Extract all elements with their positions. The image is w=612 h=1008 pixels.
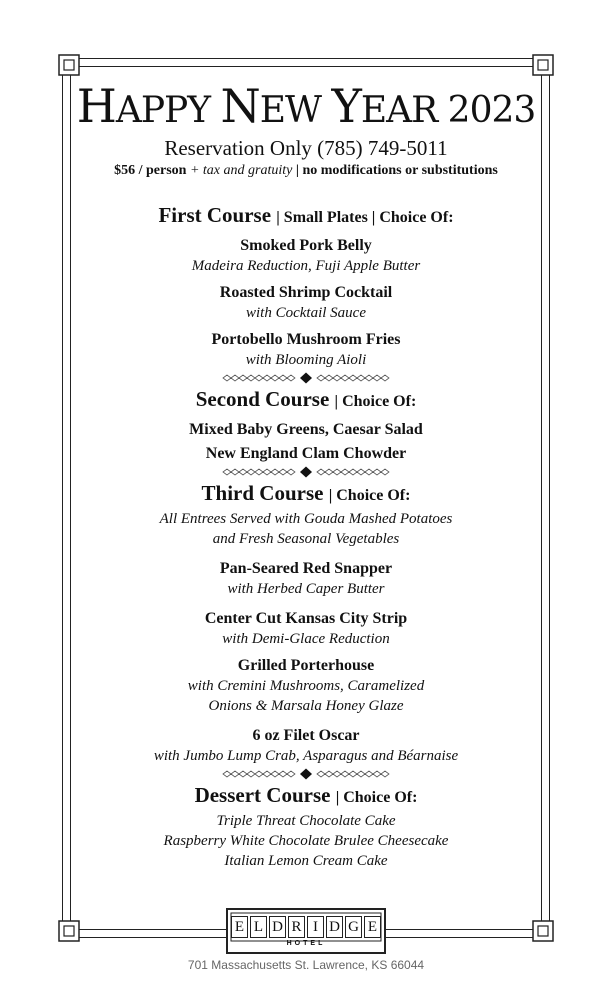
diamond-divider-icon xyxy=(221,768,391,780)
hotel-address: 701 Massachusetts St. Lawrence, KS 66044 xyxy=(187,958,425,972)
menu-content xyxy=(70,70,542,871)
menu-item-desc: with Cremini Mushrooms, Caramelized xyxy=(187,678,425,694)
menu-item-desc: with Demi-Glace Reduction xyxy=(222,631,390,647)
menu-item-desc: with Herbed Caper Butter xyxy=(227,581,385,597)
title-part-2: EW xyxy=(259,90,332,131)
diamond-divider xyxy=(70,370,542,386)
diamond-divider xyxy=(70,766,542,782)
menu-item-desc: Triple Threat Chocolate Cake xyxy=(216,813,396,829)
course-subtitle: | Choice Of: xyxy=(335,789,418,806)
course-title: First Course xyxy=(158,203,272,227)
course-heading-second xyxy=(70,386,542,415)
menu-item-name: Smoked Pork Belly xyxy=(240,237,372,254)
diamond-divider xyxy=(70,464,542,480)
menu-item-desc: with Cocktail Sauce xyxy=(246,305,366,321)
menu-item-name: Mixed Baby Greens, Caesar Salad xyxy=(189,421,423,438)
course-title: Second Course xyxy=(195,387,330,411)
course-title: Dessert Course xyxy=(194,783,331,807)
menu-item-name: Pan-Seared Red Snapper xyxy=(219,560,393,577)
course-note: and Fresh Seasonal Vegetables xyxy=(212,531,400,547)
course-note: All Entrees Served with Gouda Mashed Potatoes xyxy=(159,511,453,527)
corner-ornament-bottom-right-icon xyxy=(532,920,554,942)
menu-item-desc: Madeira Reduction, Fuji Apple Butter xyxy=(191,258,421,274)
menu-item-name: Portobello Mushroom Fries xyxy=(211,331,401,348)
course-subtitle: | Small Plates | Choice Of: xyxy=(276,209,454,226)
logo-letter: E xyxy=(364,916,381,938)
menu-item-desc: Raspberry White Chocolate Brulee Cheesecake xyxy=(163,833,449,849)
course-subtitle: | Choice Of: xyxy=(334,393,417,410)
title-part-3: EAR 2023 xyxy=(360,90,536,131)
title-part-1: APPY xyxy=(115,90,221,131)
logo-subtitle: HOTEL xyxy=(286,940,326,947)
page-title xyxy=(70,79,542,133)
price-note: tax and gratuity xyxy=(202,163,293,178)
logo-letter: R xyxy=(288,916,305,938)
course-heading-third xyxy=(70,480,542,509)
logo-letter: L xyxy=(250,916,267,938)
price-value: $56 / person xyxy=(114,163,187,178)
course-subtitle: | Choice Of: xyxy=(328,487,411,504)
diamond-divider-icon xyxy=(221,466,391,478)
title-initial-n: N xyxy=(220,79,260,133)
course-heading-dessert xyxy=(70,782,542,811)
corner-ornament-bottom-left-icon xyxy=(58,920,80,942)
menu-item-name: Roasted Shrimp Cocktail xyxy=(219,284,393,301)
course-title: Third Course xyxy=(201,481,324,505)
menu-item-name: 6 oz Filet Oscar xyxy=(252,727,360,744)
menu-item-desc: with Jumbo Lump Crab, Asparagus and Béarnaise xyxy=(153,748,459,764)
reservation-line: Reservation Only (785) 749-5011 xyxy=(164,136,448,160)
menu-item-name: Grilled Porterhouse xyxy=(237,657,375,674)
menu-item-desc: with Blooming Aioli xyxy=(245,352,367,368)
logo-letter: D xyxy=(269,916,286,938)
price-policy: no modifications or substitutions xyxy=(302,163,498,178)
price-separator: | xyxy=(292,163,303,178)
menu-item-name: Center Cut Kansas City Strip xyxy=(204,610,408,627)
logo-letters xyxy=(226,916,386,938)
logo-letter: I xyxy=(307,916,324,938)
title-initial-y: Y xyxy=(331,79,361,133)
menu-item-name: New England Clam Chowder xyxy=(205,445,407,462)
title-initial-h: H xyxy=(76,79,116,133)
logo-letter: G xyxy=(345,916,362,938)
menu-item-desc: Italian Lemon Cream Cake xyxy=(224,853,388,869)
course-heading-first xyxy=(70,202,542,231)
eldridge-hotel-logo xyxy=(226,908,386,954)
price-plus: + xyxy=(186,163,203,178)
logo-letter: E xyxy=(231,916,248,938)
logo-letter: D xyxy=(326,916,343,938)
price-line xyxy=(70,161,542,181)
diamond-divider-icon xyxy=(221,372,391,384)
menu-item-desc: Onions & Marsala Honey Glaze xyxy=(208,698,404,714)
